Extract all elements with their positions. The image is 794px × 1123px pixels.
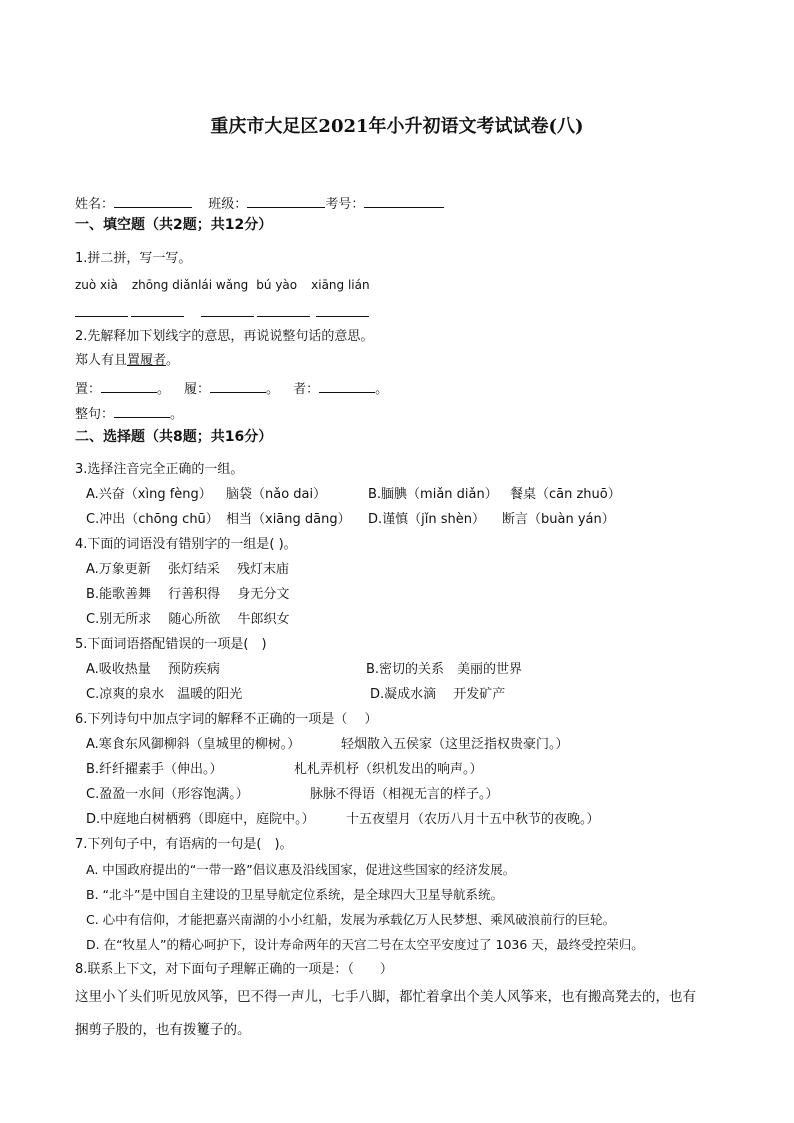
sentence-end: 。 (166, 353, 180, 368)
q1-stem: 1.拼二拼，写一写。 (75, 251, 192, 266)
name-label: 姓名： (75, 197, 115, 212)
answer-blank[interactable] (316, 316, 369, 317)
option[interactable]: B.能歌善舞 行善积得 身无分文 (86, 587, 290, 602)
option: 札札弄机杼（织机发出的响声。） (294, 762, 483, 777)
fill-blank[interactable] (319, 378, 375, 393)
answer-blank[interactable] (201, 316, 254, 317)
option[interactable]: D.凝成水滴 开发矿产 (370, 687, 506, 702)
option[interactable]: A. 中国政府提出的“一带一路”倡议惠及沿线国家，促进这些国家的经济发展。 (86, 862, 516, 877)
underlined-text: 置履者 (127, 353, 167, 368)
option[interactable]: A.寒食东风御柳斜（皇城里的柳树。） (86, 737, 301, 752)
pinyin-item: xiāng lián (311, 278, 370, 292)
page-title: 重庆市大足区2021年小升初语文考试试卷(八) (210, 116, 584, 137)
option[interactable]: B.纤纤擢素手（伸出。） (86, 762, 223, 777)
name-field[interactable] (114, 193, 192, 208)
option: 餐桌（cān zhuō） (510, 487, 621, 502)
option[interactable]: B. “北斗”是中国自主建设的卫星导航定位系统，是全球四大卫星导航系统。 (86, 887, 503, 902)
number-field[interactable] (364, 193, 444, 208)
option[interactable]: C.冲出（chōng chū） (86, 512, 219, 527)
option[interactable]: C.凉爽的泉水 温暖的阳光 (86, 687, 243, 702)
option: 轻烟散入五侯家（这里泛指权贵豪门。） (341, 737, 569, 752)
q4-stem: 4.下面的词语没有错别字的一组是( )。 (75, 537, 297, 552)
option: 脑袋（nǎo dai） (226, 487, 327, 502)
fill-label: 置： (75, 382, 102, 397)
q3-stem: 3.选择注音完全正确的一组。 (75, 462, 244, 477)
option[interactable]: A.兴奋（xìng fèng） (86, 487, 212, 502)
option[interactable]: D. 在“牧星人”的精心呵护下，设计寿命两年的天宫二号在太空平安度过了 1036 天，最终受控荣归。 (86, 937, 644, 952)
fill-blank[interactable] (114, 403, 170, 418)
option[interactable]: C. 心中有信仰，才能把嘉兴南湖的小小红船，发展为承载亿万人民梦想、乘风破浪前行的巨轮。 (86, 912, 616, 927)
answer-blank[interactable] (75, 316, 128, 317)
student-info-line (75, 193, 444, 214)
pinyin-item: lái wǎng (198, 278, 249, 292)
option[interactable]: C.盈盈一水间（形容饱满。） (86, 787, 249, 802)
number-label: 考号： (325, 197, 365, 212)
section-2-heading: 二、选择题（共8题；共16分） (75, 429, 273, 445)
q2-fill-row (75, 378, 388, 399)
q2-stem: 2.先解释加下划线字的意思，再说说整句话的意思。 (75, 329, 374, 344)
option[interactable]: A.万象更新 张灯结采 残灯末庙 (86, 562, 290, 577)
answer-blank[interactable] (257, 316, 310, 317)
class-field[interactable] (247, 193, 325, 208)
option: 相当（xiāng dāng） (226, 512, 351, 527)
fill-sep: 。 (375, 382, 389, 397)
option: 十五夜望月（农历八月十五中秋节的夜晚。） (346, 812, 600, 827)
pinyin-item: zhōng diǎn (131, 278, 199, 292)
option: 断言（buàn yán） (502, 512, 615, 527)
q1-pinyin-row (75, 276, 370, 294)
fill-label: 履： (184, 382, 211, 397)
option[interactable]: C.别无所求 随心所欲 牛郎织女 (86, 612, 290, 627)
fill-blank[interactable] (210, 378, 266, 393)
option[interactable]: A.吸收热量 预防疾病 (86, 662, 220, 677)
q8-passage-line: 这里小丫头们听见放风筝，巴不得一声儿，七手八脚，都忙着拿出个美人风筝来，也有搬高凳去的，也有 (75, 989, 696, 1005)
fill-blank[interactable] (101, 378, 157, 393)
q2-sentence (75, 352, 179, 370)
fill-sep: 。 (266, 382, 280, 397)
q5-stem: 5.下面词语搭配错误的一项是( ) (75, 637, 267, 652)
option[interactable]: B.密切的关系 美丽的世界 (366, 662, 523, 677)
option[interactable]: D.中庭地白树栖鸦（即庭中，庭院中。） (86, 812, 315, 827)
q2-whole-row (75, 403, 183, 424)
fill-sep: 。 (170, 407, 184, 422)
q6-stem: 6.下列诗句中加点字词的解释不正确的一项是（ ） (75, 712, 378, 727)
option[interactable]: B.腼腆（miǎn diǎn） (368, 487, 498, 502)
fill-label: 整句： (75, 407, 115, 422)
q8-passage-line: 捆剪子股的，也有拨籰子的。 (75, 1022, 251, 1038)
q7-stem: 7.下列句子中，有语病的一句是( )。 (75, 837, 293, 852)
fill-label: 者： (293, 382, 320, 397)
class-label: 班级： (208, 197, 248, 212)
answer-blank[interactable] (131, 316, 184, 317)
section-1-heading: 一、填空题（共2题；共12分） (75, 217, 273, 233)
option: 脉脉不得语（相视无言的样子。） (310, 787, 499, 802)
q8-stem: 8.联系上下文，对下面句子理解正确的一项是：（ ） (75, 962, 393, 977)
pinyin-item: bú yào (256, 278, 298, 292)
option[interactable]: D.谨慎（jǐn shèn） (368, 512, 485, 527)
pinyin-item: zuò xià (75, 278, 118, 292)
sentence-text: 郑人有且 (75, 353, 128, 368)
fill-sep: 。 (157, 382, 171, 397)
